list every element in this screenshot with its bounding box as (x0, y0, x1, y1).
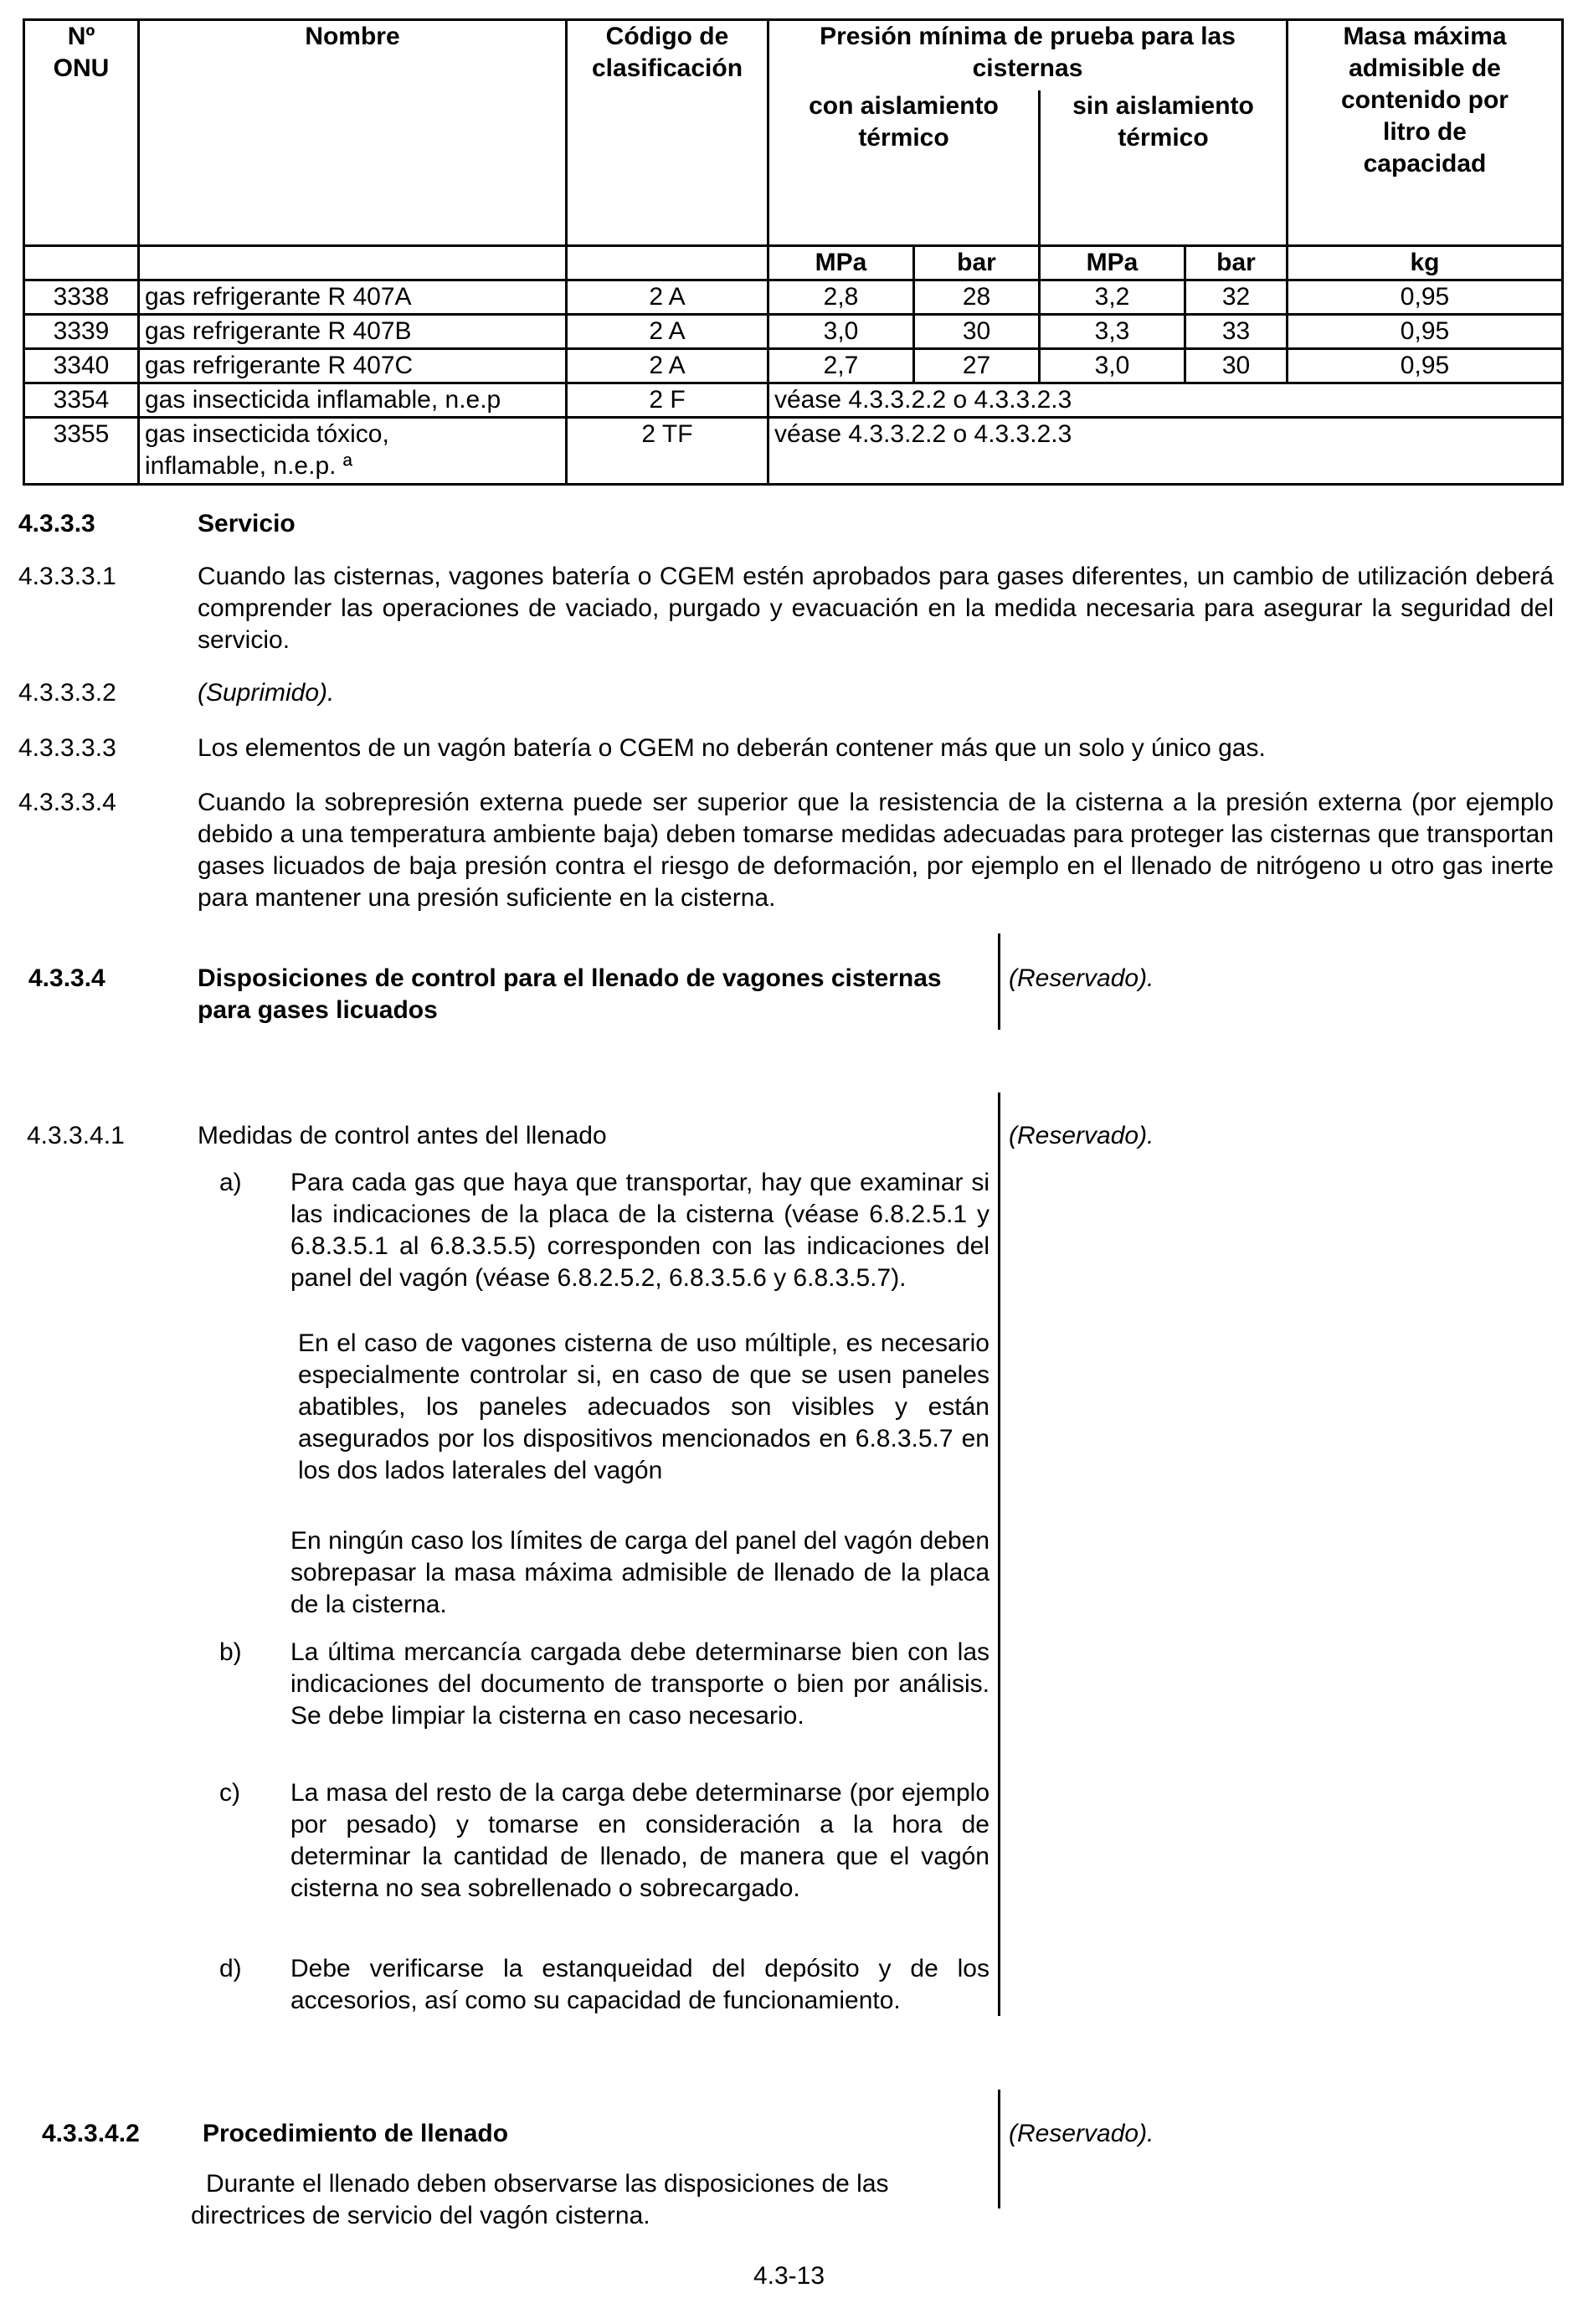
table-row (24, 280, 1563, 315)
paragraph: (Suprimido). (198, 679, 335, 707)
table-row (24, 383, 1563, 418)
header-presion: Presión mínima de prueba para las cisternas (768, 20, 1288, 90)
paragraph: Cuando las cisternas, vagones batería o CGEM estén aprobados para gases diferentes, un cambio de utilización deberá comprender las operaciones de vaciado, purgado y evacuación en la medida necesaria para asegurar la seguridad del servicio. (198, 563, 1554, 654)
cell-masa: 0,95 (1288, 280, 1563, 315)
table-row (24, 418, 1563, 485)
cell-con-mpa: 2,8 (768, 280, 914, 315)
cell-codigo: 2 F (567, 383, 768, 418)
cell-onu: 3340 (24, 349, 139, 383)
reserved-note: (Reservado). (1009, 964, 1154, 992)
section-number: 4.3.3.4.1 (27, 1122, 125, 1149)
unit-bar-con: bar (914, 246, 1040, 280)
column-divider (998, 1093, 1000, 2016)
cell-sin-mpa: 3,2 (1040, 280, 1185, 315)
section-number: 4.3.3.3.2 (18, 679, 116, 707)
list-label: d) (219, 1955, 242, 1982)
paragraph: Cuando la sobrepresión externa puede ser superior que la resistencia de la cisterna a la presión externa (por ejemplo debido a una temperatura ambiente baja) deben tomarse medidas adecuadas para proteger las cisternas que transportan gases licuados de baja presión contra el riesgo de deformación, por ejemplo en el llenado de nitrógeno u otro gas inerte para mantener una presión suficiente en la cisterna. (198, 789, 1554, 912)
cell-masa: 0,95 (1288, 315, 1563, 349)
table-row (24, 349, 1563, 383)
cell-nombre: gas insecticida inflamable, n.e.p (139, 383, 567, 418)
reserved-note: (Reservado). (1009, 2120, 1154, 2147)
list-label: c) (219, 1779, 240, 1807)
section-title: Medidas de control antes del llenado (198, 1122, 607, 1149)
cell-masa: 0,95 (1288, 349, 1563, 383)
header-con-aislamiento: con aislamiento térmico (768, 90, 1040, 246)
list-item: En ningún caso los límites de carga del panel del vagón deben sobrepasar la masa máxima admisible de llenado de la placa de la cisterna. (290, 1527, 989, 1618)
paragraph-line: Durante el llenado deben observarse las disposiciones de las (206, 2170, 889, 2198)
page-number: 4.3-13 (753, 2262, 825, 2290)
cell-nombre-line: inflamable, n.e.p. ª (145, 452, 352, 480)
gas-table (23, 18, 1564, 486)
cell-ref: véase 4.3.3.2.2 o 4.3.3.2.3 (768, 418, 1563, 485)
section-number: 4.3.3.3.4 (18, 789, 116, 816)
cell-sin-bar: 30 (1185, 349, 1288, 383)
section-number: 4.3.3.3 (18, 510, 95, 537)
section-title: Disposiciones de control para el llenado de vagones cisternas para gases licuados (198, 964, 942, 1024)
cell-con-bar: 30 (914, 315, 1040, 349)
header-codigo: Código de clasificación (567, 20, 768, 246)
cell-con-mpa: 3,0 (768, 315, 914, 349)
cell-sin-mpa: 3,0 (1040, 349, 1185, 383)
header-nombre: Nombre (139, 20, 567, 246)
column-divider (998, 933, 1000, 1030)
cell-sin-bar: 32 (1185, 280, 1288, 315)
unit-mpa-con: MPa (768, 246, 914, 280)
header-masa: Masa máxima admisible de contenido por litro de capacidad (1288, 20, 1563, 246)
cell-codigo: 2 A (567, 315, 768, 349)
paragraph: Los elementos de un vagón batería o CGEM no deberán contener más que un solo y único gas. (198, 734, 1266, 762)
cell-nombre: gas refrigerante R 407A (139, 280, 567, 315)
cell-con-bar: 27 (914, 349, 1040, 383)
cell-sin-bar: 33 (1185, 315, 1288, 349)
cell-ref: véase 4.3.3.2.2 o 4.3.3.2.3 (768, 383, 1563, 418)
cell-onu: 3354 (24, 383, 139, 418)
cell-onu: 3338 (24, 280, 139, 315)
section-title: Procedimiento de llenado (203, 2120, 509, 2147)
section-number: 4.3.3.3.3 (18, 734, 116, 762)
table-row (24, 315, 1563, 349)
list-item: Debe verificarse la estanqueidad del depósito y de los accesorios, así como su capacidad de funcionamiento. (290, 1955, 989, 2014)
list-item: La masa del resto de la carga debe determinarse (por ejemplo por pesado) y tomarse en consideración a la hora de determinar la cantidad de llenado, de manera que el vagón cisterna no sea sobrellenado o sobrecargado. (290, 1779, 989, 1902)
unit-kg: kg (1288, 246, 1563, 280)
list-label: b) (219, 1638, 242, 1666)
list-item: En el caso de vagones cisterna de uso múltiple, es necesario especialmente controlar si, en caso de que se usen paneles abatibles, los paneles adecuados son visibles y están asegurados por los dispositivos mencionados en 6.8.3.5.7 en los dos lados laterales del vagón (298, 1329, 989, 1484)
cell-codigo: 2 TF (567, 418, 768, 485)
cell-con-mpa: 2,7 (768, 349, 914, 383)
cell-codigo: 2 A (567, 349, 768, 383)
header-sin-aislamiento: sin aislamiento térmico (1040, 90, 1288, 246)
section-number: 4.3.3.4 (28, 964, 105, 992)
reserved-note: (Reservado). (1009, 1122, 1154, 1149)
cell-sin-mpa: 3,3 (1040, 315, 1185, 349)
list-item: La última mercancía cargada debe determinarse bien con las indicaciones del documento de transporte o bien por análisis. Se debe limpiar la cisterna en caso necesario. (290, 1638, 989, 1730)
cell-onu: 3355 (24, 418, 139, 485)
cell-nombre: gas refrigerante R 407B (139, 315, 567, 349)
cell-con-bar: 28 (914, 280, 1040, 315)
cell-nombre-line: gas insecticida tóxico, (145, 420, 389, 448)
cell-nombre: gas refrigerante R 407C (139, 349, 567, 383)
column-divider (998, 2090, 1000, 2208)
unit-bar-sin: bar (1185, 246, 1288, 280)
section-number: 4.3.3.3.1 (18, 563, 116, 590)
cell-codigo: 2 A (567, 280, 768, 315)
cell-nombre (139, 418, 567, 485)
header-onu: Nº ONU (24, 20, 139, 246)
paragraph-line: directrices de servicio del vagón cisterna. (191, 2202, 650, 2229)
section-number: 4.3.3.4.2 (42, 2120, 140, 2147)
list-item: Para cada gas que haya que transportar, hay que examinar si las indicaciones de la placa de la cisterna (véase 6.8.2.5.1 y 6.8.3.5.1 al 6.8.3.5.5) corresponden con las indicaciones del panel del vagón (véase 6.8.2.5.2, 6.8.3.5.6 y 6.8.3.5.7). (290, 1169, 989, 1292)
cell-onu: 3339 (24, 315, 139, 349)
section-title: Servicio (198, 510, 296, 537)
unit-mpa-sin: MPa (1040, 246, 1185, 280)
list-label: a) (219, 1169, 242, 1196)
